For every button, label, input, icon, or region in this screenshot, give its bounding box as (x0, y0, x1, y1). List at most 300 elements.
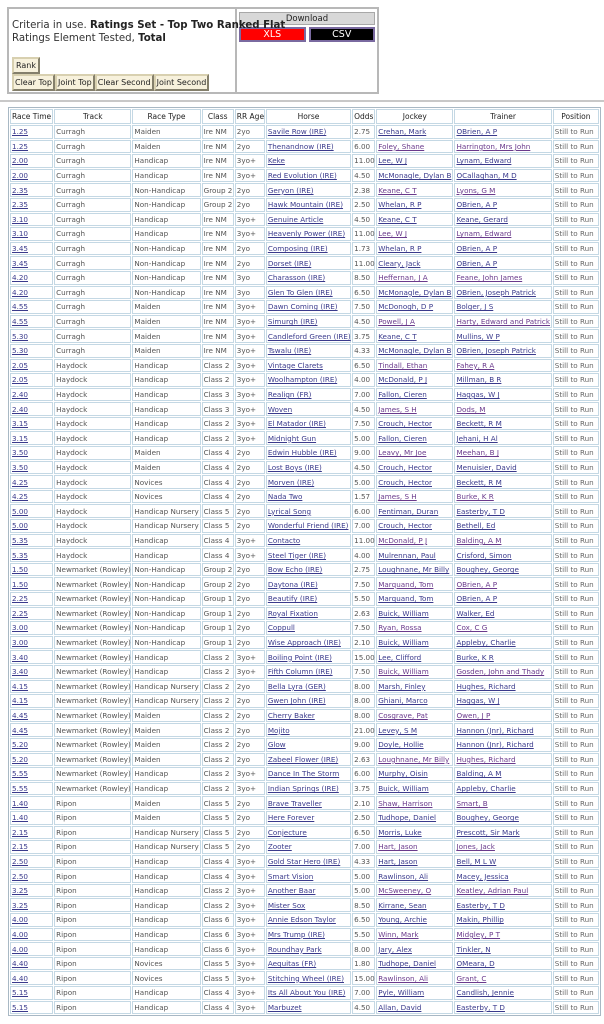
table-body (10, 125, 599, 1014)
jockey-link[interactable]: Foley, Shane (378, 141, 425, 151)
horse-link[interactable]: Realign (FR) (267, 389, 312, 399)
horse-link[interactable]: Hawk Mountain (IRE) (267, 200, 344, 210)
horse-link[interactable]: Geryon (IRE) (267, 185, 314, 195)
jockey-link[interactable]: Cosgrave, Pat (378, 711, 428, 721)
race-time-link[interactable]: 3.15 (12, 433, 29, 443)
cell-position: Still to Run (553, 563, 599, 577)
horse-link[interactable]: Vintage Clarets (267, 360, 323, 370)
jockey-link[interactable]: Marquand, Tom (378, 594, 434, 604)
horse-link[interactable]: Candleford Green (IRE) (267, 331, 351, 341)
trainer-link[interactable]: Beckett, R M (456, 477, 502, 487)
race-time-link[interactable]: 3.00 (12, 638, 29, 648)
trainer-link[interactable]: Appleby, Charlie (456, 638, 516, 648)
horse-link[interactable]: Wonderful Friend (IRE) (267, 521, 349, 531)
trainer-link[interactable]: Mullins, W P (456, 331, 500, 341)
trainer-link[interactable]: Easterby, T D (456, 1002, 505, 1012)
race-time-link[interactable]: 4.45 (12, 725, 29, 735)
jockey-link[interactable]: McMonagle, Dylan B (378, 171, 452, 181)
jockey-link[interactable]: Shaw, Harrison (378, 798, 433, 808)
cell-trainer (454, 753, 551, 767)
race-time-link[interactable]: 1.40 (12, 813, 29, 823)
trainer-link[interactable]: Keatley, Adrian Paul (456, 886, 529, 896)
cell-horse (266, 154, 351, 168)
jockey-link[interactable]: Hart, Jason (378, 856, 418, 866)
horse-link[interactable]: Mrs Trump (IRE) (267, 929, 325, 939)
race-time-link[interactable]: 5.30 (12, 346, 29, 356)
table-row (10, 665, 599, 679)
race-time-link[interactable]: 3.50 (12, 462, 29, 472)
cell-trainer (454, 315, 551, 329)
trainer-link[interactable]: Millman, B R (456, 375, 502, 385)
horse-link[interactable]: Fifth Column (IRE) (267, 667, 333, 677)
jockey-link[interactable]: Keane, C T (378, 185, 417, 195)
trainer-link[interactable]: Hannon (Jnr), Richard (456, 740, 534, 750)
race-time-link[interactable]: 4.00 (12, 929, 29, 939)
horse-link[interactable]: Conjecture (267, 827, 307, 837)
trainer-link[interactable]: Hughes, Richard (456, 681, 516, 691)
trainer-link[interactable]: Appleby, Charlie (456, 784, 516, 794)
trainer-link[interactable]: Hannon (Jnr), Richard (456, 725, 534, 735)
horse-link[interactable]: Zooter (267, 842, 292, 852)
jockey-link[interactable]: Lee, W J (378, 229, 408, 239)
race-time-link[interactable]: 2.00 (12, 171, 29, 181)
horse-link[interactable]: Annie Edson Taylor (267, 915, 336, 925)
trainer-link[interactable]: Bolger, J S (456, 302, 494, 312)
trainer-link[interactable]: Menuisier, David (456, 462, 517, 472)
race-time-link[interactable]: 3.45 (12, 258, 29, 268)
jockey-link[interactable]: Loughnane, Mr Billy (378, 754, 450, 764)
cell-race-type: Non-Handicap (132, 563, 200, 577)
race-time-link[interactable]: 1.50 (12, 565, 29, 575)
cell-horse (266, 680, 351, 694)
jockey-link[interactable]: McDonogh, D P (378, 302, 434, 312)
jockey-link[interactable]: Crouch, Hector (378, 521, 432, 531)
horse-link[interactable]: Marbuzet (267, 1002, 302, 1012)
jockey-link[interactable]: Lee, W J (378, 156, 408, 166)
trainer-link[interactable]: Lynam, Edward (456, 229, 512, 239)
horse-link[interactable]: Edwin Hubble (IRE) (267, 448, 337, 458)
horse-link[interactable]: Heavenly Power (IRE) (267, 229, 346, 239)
race-time-link[interactable]: 2.15 (12, 827, 29, 837)
race-time-link[interactable]: 4.00 (12, 944, 29, 954)
jockey-link[interactable]: Morris, Luke (378, 827, 422, 837)
jockey-link[interactable]: Loughnane, Mr Billy (378, 565, 450, 575)
horse-link[interactable]: Simurgh (IRE) (267, 317, 318, 327)
jockey-link[interactable]: Crehan, Mark (378, 127, 427, 137)
horse-link[interactable]: Midnight Gun (267, 433, 317, 443)
clear-top-button[interactable]: Clear Top (12, 74, 55, 91)
jockey-link[interactable]: Lee, Clifford (378, 652, 422, 662)
trainer-link[interactable]: OBrien, Joseph Patrick (456, 287, 536, 297)
header-position[interactable]: Position (553, 109, 599, 124)
race-time-link[interactable]: 4.15 (12, 681, 29, 691)
trainer-link[interactable]: Jones, Jack (456, 842, 495, 852)
jockey-link[interactable]: Leavy, Mr Joe (378, 448, 427, 458)
horse-link[interactable]: Royal Fixation (267, 608, 318, 618)
race-time-link[interactable]: 4.55 (12, 317, 29, 327)
horse-link[interactable]: Beautify (IRE) (267, 594, 318, 604)
header-jockey[interactable]: Jockey (376, 109, 453, 124)
trainer-link[interactable]: OMeara, D (456, 959, 495, 969)
cell-odds: 4.33 (352, 344, 375, 358)
race-time-link[interactable]: 2.35 (12, 200, 29, 210)
jockey-link[interactable]: Rawlinson, Ali (378, 973, 429, 983)
race-time-link[interactable]: 4.40 (12, 973, 29, 983)
race-time-link[interactable]: 2.25 (12, 594, 29, 604)
trainer-link[interactable]: OBrien, A P (456, 258, 498, 268)
race-time-link[interactable]: 2.15 (12, 842, 29, 852)
trainer-link[interactable]: OBrien, A P (456, 127, 498, 137)
cell-trainer (454, 665, 551, 679)
jockey-link[interactable]: James, S H (378, 404, 417, 414)
horse-link[interactable]: Dance In The Storm (267, 769, 340, 779)
trainer-link[interactable]: Crisford, Simon (456, 550, 512, 560)
trainer-link[interactable]: OBrien, Joseph Patrick (456, 346, 536, 356)
trainer-link[interactable]: Haggas, W J (456, 696, 500, 706)
header-horse[interactable]: Horse (266, 109, 351, 124)
trainer-link[interactable]: Easterby, T D (456, 900, 505, 910)
cell-rr-age: 3yo+ (235, 359, 265, 373)
cell-class: Class 2 (202, 767, 234, 781)
horse-link[interactable]: Lyrical Song (267, 506, 312, 516)
race-time-link[interactable]: 4.15 (12, 696, 29, 706)
race-time-link[interactable]: 4.25 (12, 492, 29, 502)
cell-race-type: Novices (132, 957, 200, 971)
table-row (10, 169, 599, 183)
cell-rr-age: 2yo (235, 519, 265, 533)
jockey-link[interactable]: Tindall, Ethan (378, 360, 428, 370)
jockey-link[interactable]: Rawlinson, Ali (378, 871, 429, 881)
header-race-type[interactable]: Race Type (132, 109, 200, 124)
cell-jockey (376, 461, 453, 475)
jockey-link[interactable]: Doyle, Hollie (378, 740, 424, 750)
jockey-link[interactable]: Allan, David (378, 1002, 422, 1012)
trainer-link[interactable]: Hughes, Richard (456, 754, 516, 764)
jockey-link[interactable]: Crouch, Hector (378, 419, 432, 429)
horse-link[interactable]: Red Evolution (IRE) (267, 171, 337, 181)
header-class[interactable]: Class (202, 109, 234, 124)
trainer-link[interactable]: OCallaghan, M D (456, 171, 517, 181)
race-time-link[interactable]: 3.10 (12, 214, 29, 224)
race-time-link[interactable]: 2.40 (12, 404, 29, 414)
race-time-link[interactable]: 3.25 (12, 900, 29, 910)
cell-race-time (10, 242, 53, 256)
jockey-link[interactable]: Marsh, Finley (378, 681, 426, 691)
horse-link[interactable]: Mister Sox (267, 900, 306, 910)
cell-race-type: Handicap (132, 154, 200, 168)
horse-link[interactable]: Bow Echo (IRE) (267, 565, 323, 575)
horse-link[interactable]: Morven (IRE) (267, 477, 315, 487)
horse-link[interactable]: Roundhay Park (267, 944, 322, 954)
trainer-link[interactable]: Candlish, Jennie (456, 988, 514, 998)
trainer-link[interactable]: Burke, K R (456, 652, 494, 662)
trainer-link[interactable]: Balding, A M (456, 769, 502, 779)
jockey-link[interactable]: Whelan, R P (378, 244, 422, 254)
trainer-link[interactable]: Harrington, Mrs John (456, 141, 531, 151)
trainer-link[interactable]: Balding, A M (456, 535, 502, 545)
table-row (10, 869, 599, 883)
horse-link[interactable]: El Matador (IRE) (267, 419, 326, 429)
race-time-link[interactable]: 2.00 (12, 156, 29, 166)
jockey-link[interactable]: Ghiani, Marco (378, 696, 428, 706)
jockey-link[interactable]: Buick, William (378, 784, 429, 794)
trainer-link[interactable]: Fahey, R A (456, 360, 495, 370)
cell-position: Still to Run (553, 461, 599, 475)
horse-link[interactable]: Keke (267, 156, 285, 166)
horse-link[interactable]: Bella Lyra (GER) (267, 681, 326, 691)
race-time-link[interactable]: 4.25 (12, 477, 29, 487)
race-time-link[interactable]: 3.25 (12, 886, 29, 896)
race-time-link[interactable]: 1.50 (12, 579, 29, 589)
download-csv-button[interactable]: CSV (309, 27, 376, 42)
horse-link[interactable]: Dawn Coming (IRE) (267, 302, 338, 312)
jockey-link[interactable]: McDonald, P J (378, 535, 428, 545)
trainer-link[interactable]: Bethell, Ed (456, 521, 496, 531)
race-time-link[interactable]: 4.20 (12, 287, 29, 297)
jockey-link[interactable]: James, S H (378, 492, 417, 502)
jockey-link[interactable]: McMonagle, Dylan B (378, 346, 452, 356)
trainer-link[interactable]: OBrien, A P (456, 594, 498, 604)
horse-link[interactable]: Savile Row (IRE) (267, 127, 327, 137)
jockey-link[interactable]: Pyle, William (378, 988, 425, 998)
jockey-link[interactable]: Buick, William (378, 608, 429, 618)
jockey-link[interactable]: Crouch, Hector (378, 462, 432, 472)
horse-link[interactable]: Nada Two (267, 492, 303, 502)
trainer-link[interactable]: Gosden, John and Thady (456, 667, 545, 677)
horse-link[interactable]: Boiling Point (IRE) (267, 652, 332, 662)
jockey-link[interactable]: Whelan, R P (378, 200, 422, 210)
horse-link[interactable]: Woven (267, 404, 293, 414)
trainer-link[interactable]: Prescott, Sir Mark (456, 827, 520, 837)
trainer-link[interactable]: Feane, John James (456, 273, 523, 283)
trainer-link[interactable]: Midgley, P T (456, 929, 501, 939)
jockey-link[interactable]: Ryan, Rossa (378, 623, 422, 633)
joint-second-button[interactable]: Joint Second (154, 74, 210, 91)
horse-link[interactable]: Mojito (267, 725, 290, 735)
jockey-link[interactable]: Hart, Jason (378, 842, 418, 852)
jockey-link[interactable]: Kirrane, Sean (378, 900, 427, 910)
race-time-link[interactable]: 5.15 (12, 988, 29, 998)
joint-top-button[interactable]: Joint Top (55, 74, 95, 91)
trainer-link[interactable]: OBrien, A P (456, 200, 498, 210)
horse-link[interactable]: Woolhampton (IRE) (267, 375, 338, 385)
horse-link[interactable]: Wise Approach (IRE) (267, 638, 341, 648)
race-time-link[interactable]: 1.25 (12, 127, 29, 137)
race-time-link[interactable]: 2.50 (12, 871, 29, 881)
jockey-link[interactable]: Crouch, Hector (378, 477, 432, 487)
race-time-link[interactable]: 5.35 (12, 550, 29, 560)
trainer-link[interactable]: Burke, K R (456, 492, 494, 502)
trainer-link[interactable]: Makin, Phillip (456, 915, 504, 925)
race-time-link[interactable]: 4.55 (12, 302, 29, 312)
trainer-link[interactable]: Smart, B (456, 798, 488, 808)
horse-link[interactable]: Smart Vision (267, 871, 314, 881)
jockey-link[interactable]: Murphy, Oisin (378, 769, 428, 779)
race-time-link[interactable]: 5.20 (12, 740, 29, 750)
clear-second-button[interactable]: Clear Second (95, 74, 154, 91)
trainer-link[interactable]: Tinkler, N (456, 944, 491, 954)
race-time-link[interactable]: 3.45 (12, 244, 29, 254)
trainer-link[interactable]: Cox, C G (456, 623, 488, 633)
race-time-link[interactable]: 4.20 (12, 273, 29, 283)
horse-link[interactable]: Another Baar (267, 886, 316, 896)
trainer-link[interactable]: Lyons, G M (456, 185, 496, 195)
jockey-link[interactable]: Marquand, Tom (378, 579, 434, 589)
trainer-link[interactable]: OBrien, A P (456, 579, 498, 589)
jockey-link[interactable]: Winn, Mark (378, 929, 419, 939)
horse-link[interactable]: Glen To Glen (IRE) (267, 287, 333, 297)
jockey-link[interactable]: Buick, William (378, 667, 429, 677)
race-time-link[interactable]: 4.00 (12, 915, 29, 925)
jockey-link[interactable]: Fentiman, Duran (378, 506, 439, 516)
cell-horse (266, 140, 351, 154)
trainer-link[interactable]: Walker, Ed (456, 608, 495, 618)
horse-link[interactable]: Gwen John (IRE) (267, 696, 326, 706)
horse-link[interactable]: Indian Springs (IRE) (267, 784, 339, 794)
race-time-link[interactable]: 5.30 (12, 331, 29, 341)
jockey-link[interactable]: Powell, J A (378, 317, 415, 327)
race-time-link[interactable]: 2.35 (12, 185, 29, 195)
jockey-link[interactable]: Fallon, Cieren (378, 389, 427, 399)
download-xls-button[interactable]: XLS (239, 27, 306, 42)
jockey-link[interactable]: McDonald, P J (378, 375, 428, 385)
trainer-link[interactable]: Grant, C (456, 973, 487, 983)
horse-link[interactable]: Genuine Article (267, 214, 324, 224)
rank-button[interactable]: Rank (12, 57, 40, 74)
horse-link[interactable]: Contacto (267, 535, 301, 545)
race-time-link[interactable]: 4.45 (12, 711, 29, 721)
header-race-time[interactable]: Race Time (10, 109, 53, 124)
horse-link[interactable]: Aequitas (FR) (267, 959, 317, 969)
race-time-link[interactable]: 3.10 (12, 229, 29, 239)
horse-link[interactable]: Dorset (IRE) (267, 258, 312, 268)
horse-link[interactable]: Daytona (IRE) (267, 579, 318, 589)
trainer-link[interactable]: Lynam, Edward (456, 156, 512, 166)
cell-trainer (454, 475, 551, 489)
cell-position: Still to Run (553, 504, 599, 518)
race-time-link[interactable]: 2.50 (12, 856, 29, 866)
race-time-link[interactable]: 3.15 (12, 419, 29, 429)
jockey-link[interactable]: McMonagle, Dylan B (378, 287, 452, 297)
cell-position: Still to Run (553, 519, 599, 533)
trainer-link[interactable]: Keane, Gerard (456, 214, 508, 224)
race-time-link[interactable]: 5.35 (12, 535, 29, 545)
race-time-link[interactable]: 5.55 (12, 784, 29, 794)
horse-link[interactable]: Coppull (267, 623, 295, 633)
trainer-link[interactable]: Jehani, H Al (456, 433, 498, 443)
trainer-link[interactable]: Dods, M (456, 404, 486, 414)
cell-race-time (10, 636, 53, 650)
jockey-link[interactable]: Heffernan, J A (378, 273, 428, 283)
horse-link[interactable]: Thenandnow (IRE) (267, 141, 334, 151)
race-time-link[interactable]: 1.40 (12, 798, 29, 808)
race-time-link[interactable]: 2.40 (12, 389, 29, 399)
race-time-link[interactable]: 2.05 (12, 375, 29, 385)
cell-jockey (376, 869, 453, 883)
horse-link[interactable]: Steel Tiger (IRE) (267, 550, 327, 560)
jockey-link[interactable]: Jary, Alex (378, 944, 412, 954)
horse-link[interactable]: Zabeel Flower (IRE) (267, 754, 339, 764)
horse-link[interactable]: Its All About You (IRE) (267, 988, 346, 998)
race-time-link[interactable]: 3.40 (12, 667, 29, 677)
header-trainer[interactable]: Trainer (454, 109, 551, 124)
race-time-link[interactable]: 3.40 (12, 652, 29, 662)
horse-link[interactable]: Composing (IRE) (267, 244, 328, 254)
header-rr-age[interactable]: RR Age (235, 109, 265, 124)
trainer-link[interactable]: Macey, Jessica (456, 871, 509, 881)
race-time-link[interactable]: 2.25 (12, 608, 29, 618)
jockey-link[interactable]: Levey, S M (378, 725, 418, 735)
horse-link[interactable]: Glow (267, 740, 286, 750)
race-time-link[interactable]: 5.15 (12, 1002, 29, 1012)
trainer-link[interactable]: Harty, Edward and Patrick (456, 317, 551, 327)
cell-odds: 7.50 (352, 665, 375, 679)
cell-race-time (10, 198, 53, 212)
jockey-link[interactable]: Tudhope, Daniel (378, 813, 437, 823)
cell-rr-age: 2yo (235, 446, 265, 460)
jockey-link[interactable]: Young, Archie (378, 915, 427, 925)
race-time-link[interactable]: 1.25 (12, 141, 29, 151)
cell-trainer (454, 329, 551, 343)
trainer-link[interactable]: Bell, M L W (456, 856, 497, 866)
cell-odds: 4.00 (352, 373, 375, 387)
trainer-link[interactable]: Beckett, R M (456, 419, 502, 429)
race-time-link[interactable]: 3.50 (12, 448, 29, 458)
jockey-link[interactable]: Keane, C T (378, 214, 417, 224)
cell-class: Class 5 (202, 519, 234, 533)
trainer-link[interactable]: Boughey, George (456, 813, 519, 823)
horse-link[interactable]: Gold Star Hero (IRE) (267, 856, 341, 866)
trainer-link[interactable]: OBrien, A P (456, 244, 498, 254)
trainer-link[interactable]: Meehan, B J (456, 448, 499, 458)
trainer-link[interactable]: Boughey, George (456, 565, 519, 575)
race-time-link[interactable]: 3.00 (12, 623, 29, 633)
cell-track: Haydock (54, 359, 131, 373)
table-row (10, 636, 599, 650)
horse-link[interactable]: Cherry Baker (267, 711, 315, 721)
cell-rr-age: 3yo+ (235, 534, 265, 548)
trainer-link[interactable]: Owen, J P (456, 711, 491, 721)
jockey-link[interactable]: McSweeney, O (378, 886, 432, 896)
race-time-link[interactable]: 5.55 (12, 769, 29, 779)
horse-link[interactable]: Charasson (IRE) (267, 273, 326, 283)
jockey-link[interactable]: Fallon, Cieren (378, 433, 427, 443)
race-time-link[interactable]: 2.05 (12, 360, 29, 370)
horse-link[interactable]: Lost Boys (IRE) (267, 462, 322, 472)
trainer-link[interactable]: Easterby, T D (456, 506, 505, 516)
trainer-link[interactable]: Haggas, W J (456, 389, 500, 399)
cell-race-time (10, 592, 53, 606)
cell-odds: 6.00 (352, 140, 375, 154)
horse-link[interactable]: Stitching Wheel (IRE) (267, 973, 344, 983)
cell-trainer (454, 461, 551, 475)
race-time-link[interactable]: 5.20 (12, 754, 29, 764)
race-time-link[interactable]: 5.00 (12, 506, 29, 516)
jockey-link[interactable]: Cleary, Jack (378, 258, 421, 268)
cell-horse (266, 534, 351, 548)
race-time-link[interactable]: 5.00 (12, 521, 29, 531)
horse-link[interactable]: Tswalu (IRE) (267, 346, 312, 356)
jockey-link[interactable]: Keane, C T (378, 331, 417, 341)
header-odds[interactable]: Odds (352, 109, 375, 124)
race-time-link[interactable]: 4.40 (12, 959, 29, 969)
jockey-link[interactable]: Tudhope, Daniel (378, 959, 437, 969)
horse-link[interactable]: Here Forever (267, 813, 315, 823)
horse-link[interactable]: Brave Traveller (267, 798, 322, 808)
jockey-link[interactable]: Mulrennan, Paul (378, 550, 436, 560)
header-track[interactable]: Track (54, 109, 131, 124)
jockey-link[interactable]: Buick, William (378, 638, 429, 648)
